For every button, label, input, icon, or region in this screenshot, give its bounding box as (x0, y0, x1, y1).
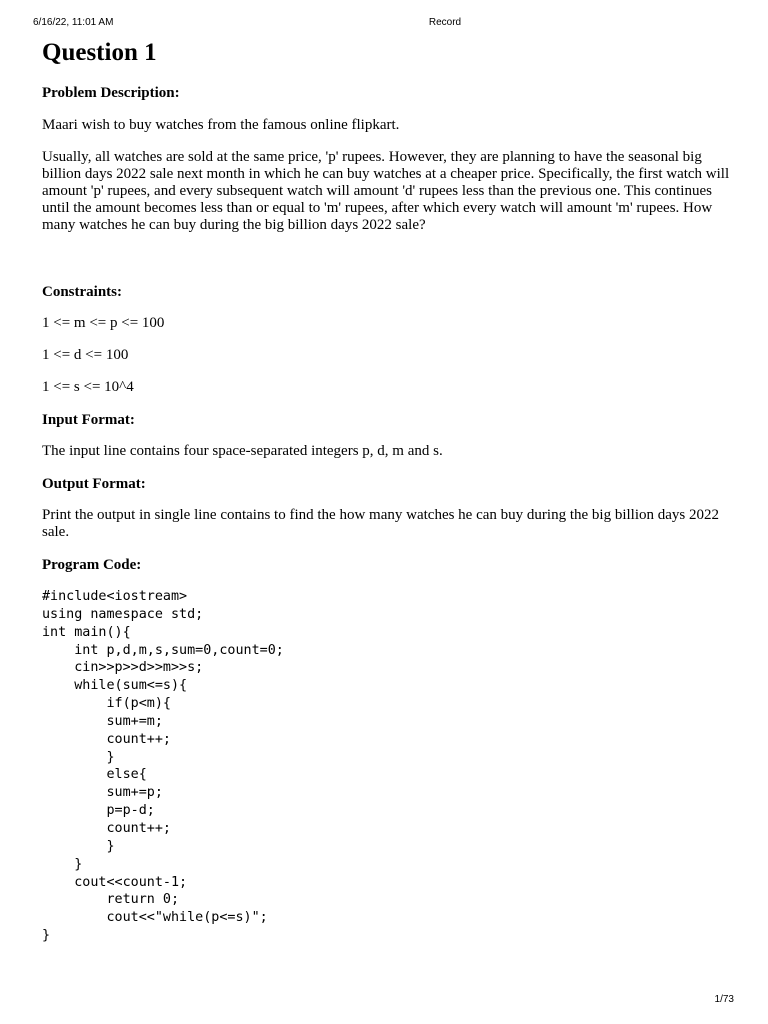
problem-intro: Maari wish to buy watches from the famous online flipkart. (42, 117, 400, 133)
page-number: 1/73 (714, 994, 734, 1005)
code-line: p=p-d; (42, 803, 155, 819)
program-code-block (42, 588, 732, 945)
code-line: sum+=p; (42, 785, 163, 801)
code-line: } (42, 838, 115, 854)
constraint-item: 1 <= m <= p <= 100 (42, 315, 165, 331)
input-format-heading: Input Format: (42, 412, 135, 428)
constraint-item: 1 <= s <= 10^4 (42, 379, 134, 395)
code-line: } (42, 928, 51, 944)
code-line: cout<<"while(p<=s)"; (42, 910, 268, 926)
code-line: #include<iostream> (42, 589, 188, 604)
code-line: count++; (42, 820, 171, 836)
problem-description: Usually, all watches are sold at the same price, 'p' rupees. However, they are planning to have the seasonal big billion days 2022 sale next month in which he can buy watches at a cheaper price. Specifically, the first watch will amount 'p' rupees, and every subsequent watch will amount 'd' rupees less than the previous one. This continues until the amount becomes less than or equal to 'm' rupees, after which every watch will amount 'm' rupees. How many watches he can buy during the big billion days 2022 sale? (42, 149, 730, 233)
code-line: return 0; (42, 892, 180, 908)
code-line: cout<<count-1; (42, 874, 188, 890)
print-datetime: 6/16/22, 11:01 AM (33, 17, 114, 28)
question-title: Question 1 (42, 39, 157, 66)
code-line: if(p<m){ (42, 696, 171, 712)
program-code-heading: Program Code: (42, 557, 142, 573)
code-line: else{ (42, 767, 147, 783)
code-line: using namespace std; (42, 606, 204, 622)
code-line: } (42, 856, 83, 872)
output-format-text: Print the output in single line contains to find the how many watches he can buy during the big billion days 2022 sale. (42, 507, 719, 540)
problem-description-heading: Problem Description: (42, 85, 180, 101)
constraints-heading: Constraints: (42, 284, 123, 300)
code-line: int main(){ (42, 624, 131, 640)
question-content (42, 38, 732, 945)
code-line: sum+=m; (42, 713, 163, 729)
code-line: count++; (42, 731, 171, 747)
code-line: } (42, 749, 115, 765)
output-format-heading: Output Format: (42, 476, 146, 492)
input-format-text: The input line contains four space-separated integers p, d, m and s. (42, 443, 443, 459)
code-line: while(sum<=s){ (42, 678, 188, 694)
constraint-item: 1 <= d <= 100 (42, 347, 129, 363)
print-title: Record (428, 17, 462, 28)
print-header (0, 17, 768, 31)
code-line: cin>>p>>d>>m>>s; (42, 660, 204, 676)
code-line: int p,d,m,s,sum=0,count=0; (42, 642, 284, 658)
